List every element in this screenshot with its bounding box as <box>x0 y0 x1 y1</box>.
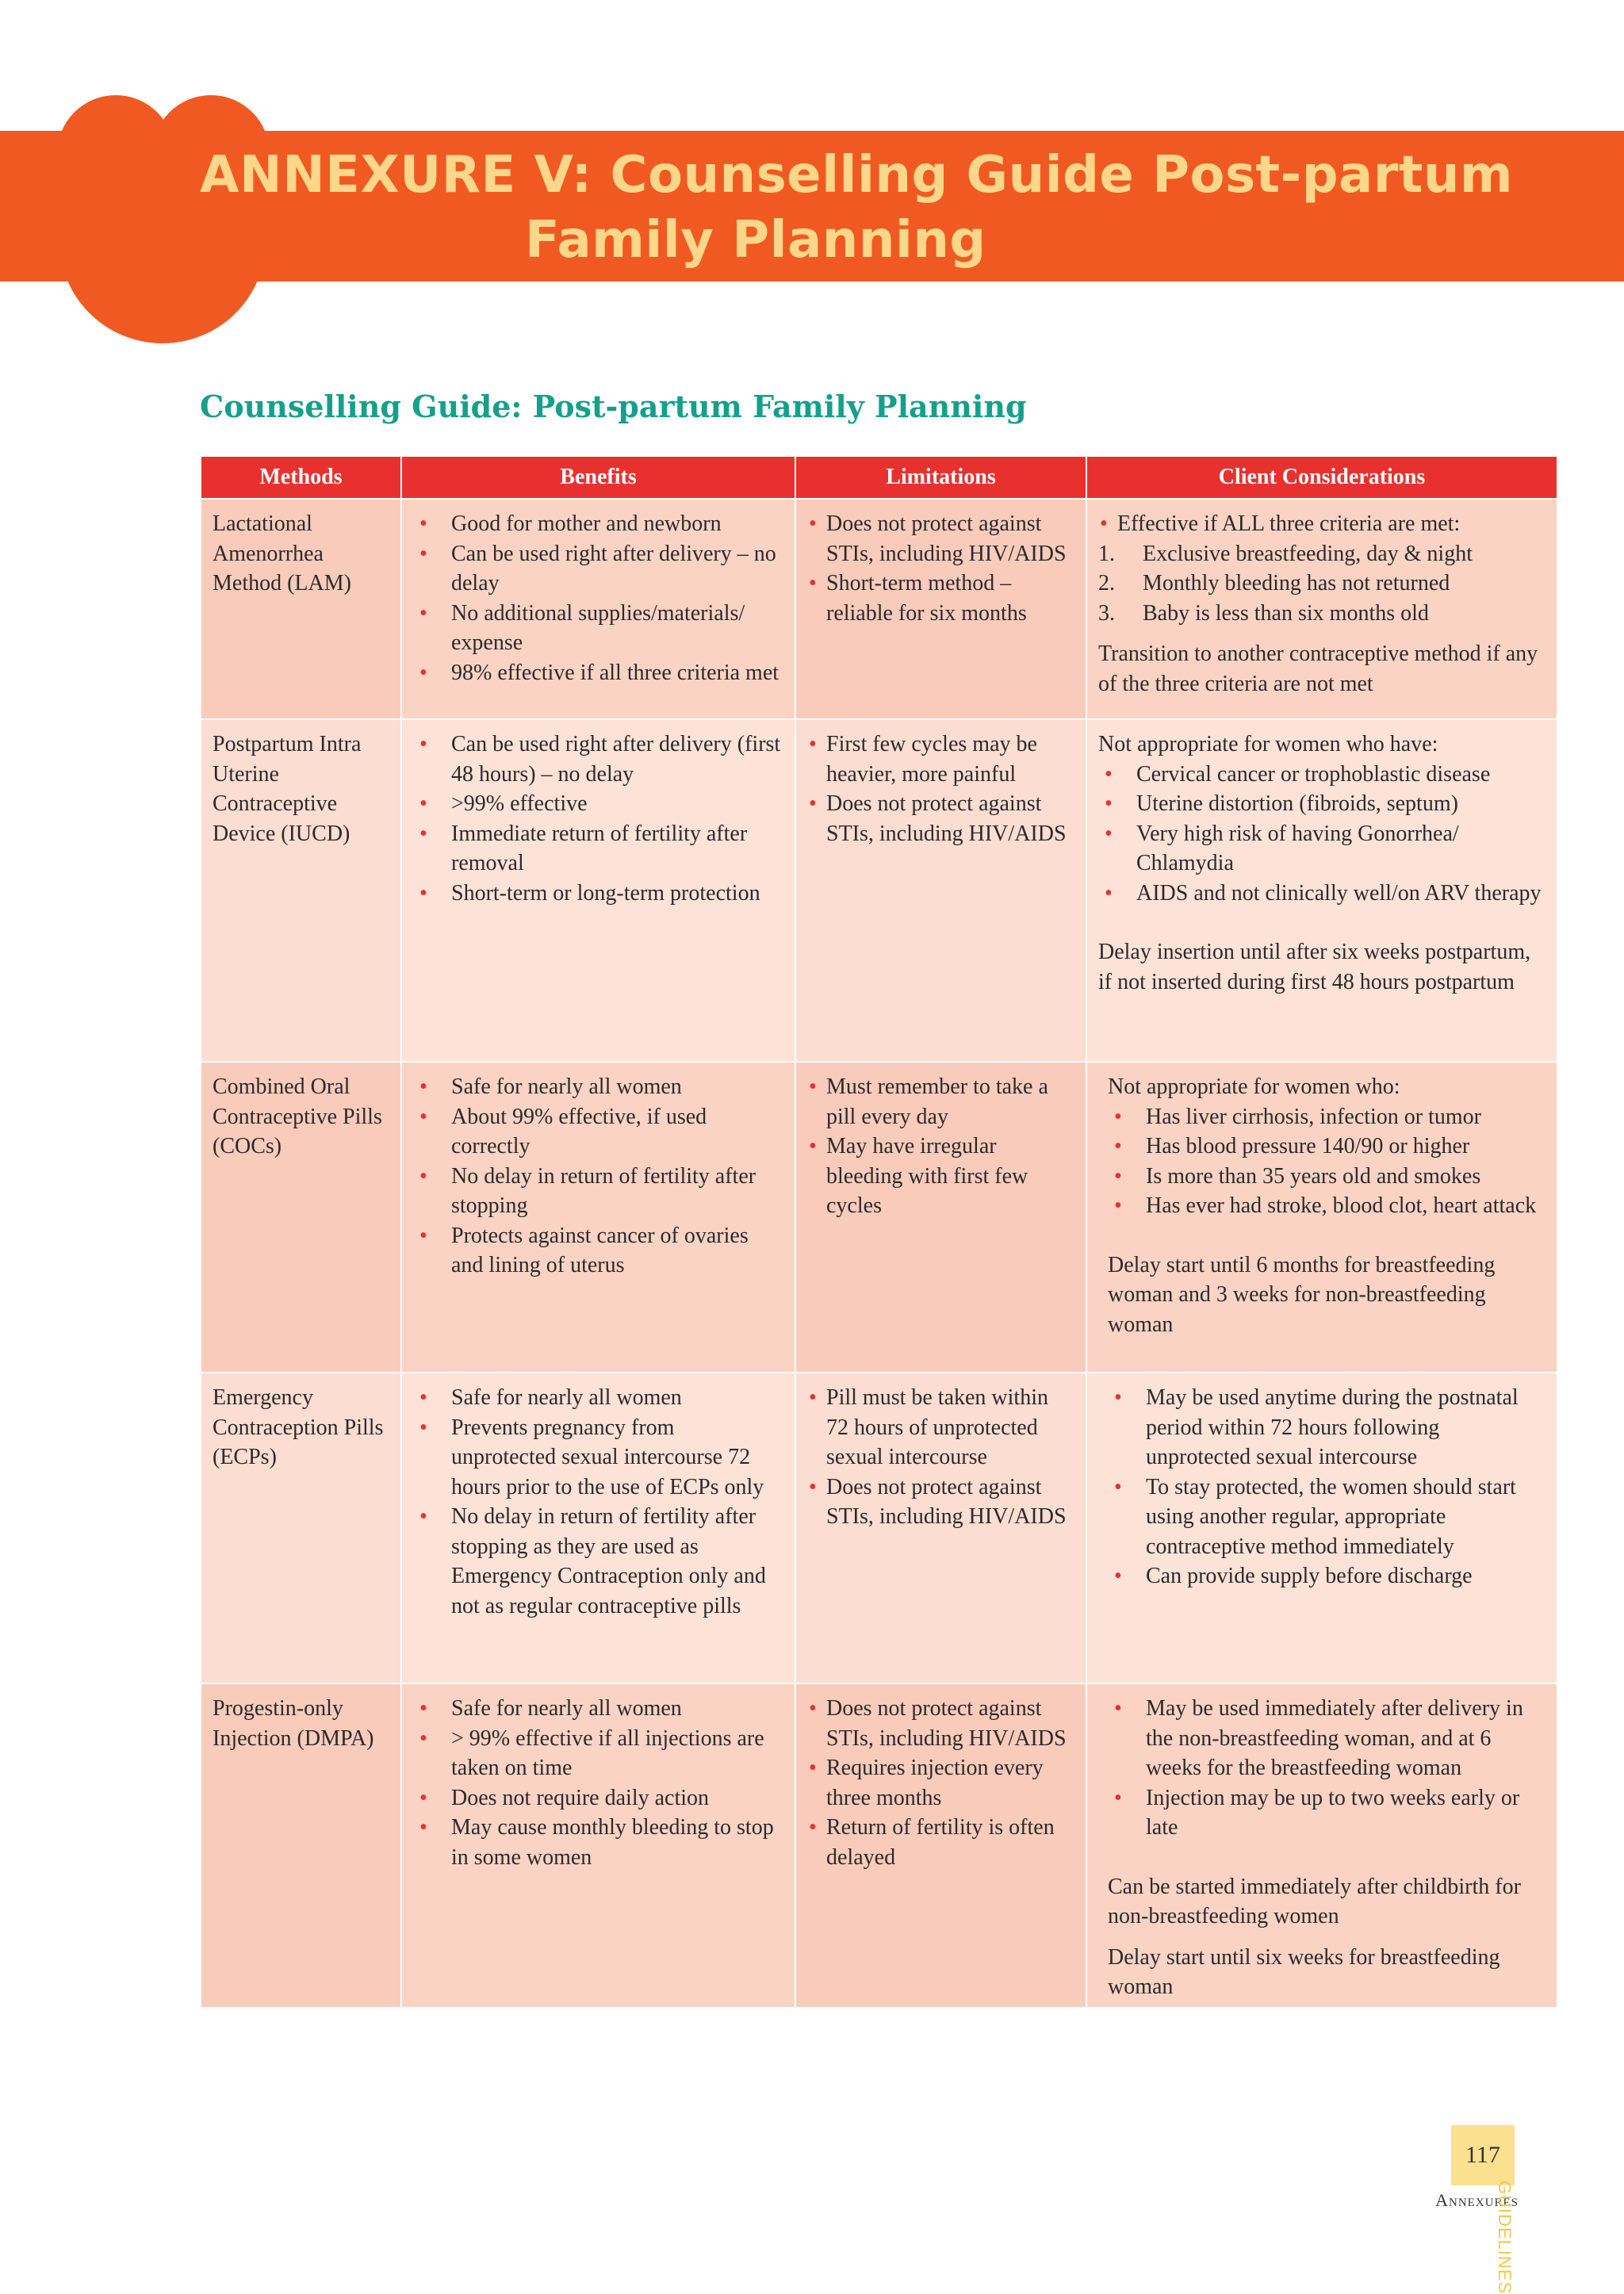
consideration-note: Can be started immediately after childbirth for non-breastfeeding women <box>1108 1874 1521 1928</box>
list-item: • Cervical cancer or trophoblastic disease <box>1098 760 1545 790</box>
method-name: Emergency Contraception Pills (ECPs) <box>213 1385 384 1469</box>
limitations-cell <box>795 499 1086 719</box>
limitations-cell <box>795 1373 1086 1683</box>
list-item: • Does not protect against STIs, including HIV/AIDS <box>807 1473 1074 1532</box>
list-item: • Immediate return of fertility after removal <box>413 819 783 879</box>
list-item: • Can be used right after delivery – no delay <box>413 539 783 599</box>
list-item: • Injection may be up to two weeks early or late <box>1108 1783 1545 1843</box>
table-header-row <box>201 457 1557 499</box>
list-item: • Protects against cancer of ovaries and lining of uterus <box>413 1221 783 1281</box>
list-item: • > 99% effective if all injections are taken on time <box>413 1724 783 1783</box>
column-header-limitations: Limitations <box>795 457 1086 499</box>
list-item: • Safe for nearly all women <box>413 1694 783 1724</box>
list-item: • Does not protect against STIs, including HIV/AIDS <box>807 509 1074 569</box>
list-item: • Can be used right after delivery (first 48 hours) – no delay <box>413 730 783 789</box>
list-item: • May cause monthly bleeding to stop in some women <box>413 1813 783 1872</box>
limitations-cell <box>795 1062 1086 1373</box>
limitations-cell <box>795 719 1086 1062</box>
side-label: GUIDELINES <box>1495 2181 1515 2294</box>
list-item: • Requires injection every three months <box>807 1753 1074 1813</box>
list-item: • Does not require daily action <box>413 1783 783 1813</box>
considerations-cell <box>1086 719 1557 1062</box>
title-line-1: ANNEXURE V: Counselling Guide Post-partum <box>200 146 1514 205</box>
method-cell <box>201 1062 401 1373</box>
list-item: • Prevents pregnancy from unprotected sexual intercourse 72 hours prior to the use of ECPs only <box>413 1413 783 1503</box>
consideration-note: Transition to another contraceptive method if any of the three criteria are not met <box>1098 641 1538 696</box>
footer-section-label: Annexures <box>1435 2190 1519 2210</box>
list-item: • Can provide supply before discharge <box>1108 1561 1545 1591</box>
considerations-cell <box>1086 499 1557 719</box>
list-item: • About 99% effective, if used correctly <box>413 1102 783 1162</box>
list-item: • No additional supplies/materials/ expense <box>413 599 783 658</box>
counselling-table <box>201 457 1557 2007</box>
table-row <box>201 1373 1557 1683</box>
list-item: • Very high risk of having Gonorrhea/ Chlamydia <box>1098 819 1545 879</box>
list-item: • Is more than 35 years old and smokes <box>1108 1162 1545 1192</box>
list-item: • Has liver cirrhosis, infection or tumor <box>1108 1102 1545 1132</box>
limitations-cell <box>795 1683 1086 2007</box>
considerations-cell <box>1086 1062 1557 1373</box>
section-title: Counselling Guide: Post-partum Family Planning <box>200 389 1027 424</box>
considerations-cell <box>1086 1373 1557 1683</box>
list-item: • 98% effective if all three criteria met <box>413 658 783 688</box>
list-item: • Uterine distortion (fibroids, septum) <box>1098 789 1545 819</box>
method-name: Lactational Amenorrhea Method (LAM) <box>213 511 351 596</box>
consideration-intro: Not appropriate for women who: <box>1108 1074 1400 1099</box>
list-item: • No delay in return of fertility after stopping <box>413 1162 783 1221</box>
method-name: Postpartum Intra Uterine Contraceptive Device (IUCD) <box>213 732 362 846</box>
column-header-client-considerations: Client Considerations <box>1086 457 1557 499</box>
list-item: • Has blood pressure 140/90 or higher <box>1108 1132 1545 1162</box>
method-cell <box>201 1683 401 2007</box>
list-item: • Good for mother and newborn <box>413 509 783 539</box>
column-header-benefits: Benefits <box>401 457 795 499</box>
list-item: • May have irregular bleeding with first few cycles <box>807 1132 1074 1221</box>
benefits-cell <box>401 1683 795 2007</box>
list-item: • Does not protect against STIs, including HIV/AIDS <box>807 1694 1074 1753</box>
list-item: • Safe for nearly all women <box>413 1072 783 1102</box>
list-item: • No delay in return of fertility after stopping as they are used as Emergency Contraception only and not as regular contraceptive pills <box>413 1502 783 1621</box>
benefits-cell <box>401 1373 795 1683</box>
benefits-cell <box>401 499 795 719</box>
table-row <box>201 1683 1557 2007</box>
consideration-intro: Not appropriate for women who have: <box>1098 732 1438 756</box>
considerations-cell <box>1086 1683 1557 2007</box>
table-row <box>201 1062 1557 1373</box>
page-title <box>200 143 1548 273</box>
method-cell <box>201 499 401 719</box>
list-item: • >99% effective <box>413 789 783 819</box>
list-item: • Effective if ALL three criteria are met: <box>1098 509 1545 539</box>
list-item: • Short-term method – reliable for six months <box>807 569 1074 628</box>
numbered-item: 1. Exclusive breastfeeding, day & night <box>1098 541 1473 566</box>
benefits-cell <box>401 1062 795 1373</box>
column-header-methods: Methods <box>201 457 401 499</box>
list-item: • May be used anytime during the postnatal period within 72 hours following unprotected sexual intercourse <box>1108 1383 1545 1473</box>
list-item: • Must remember to take a pill every day <box>807 1072 1074 1132</box>
consideration-note: Delay start until 6 months for breastfeeding woman and 3 weeks for non-breastfeeding woman <box>1108 1252 1496 1337</box>
table-row <box>201 499 1557 719</box>
list-item: • Does not protect against STIs, including HIV/AIDS <box>807 789 1074 848</box>
page-number: 117 <box>1465 2142 1500 2168</box>
consideration-note: Delay start until six weeks for breastfeeding woman <box>1108 1944 1500 1999</box>
title-line-2: Family Planning <box>525 211 986 270</box>
benefits-cell <box>401 719 795 1062</box>
list-item: • Pill must be taken within 72 hours of unprotected sexual intercourse <box>807 1383 1074 1473</box>
numbered-item: 3. Baby is less than six months old <box>1098 600 1429 626</box>
list-item: • May be used immediately after delivery in the non-breastfeeding woman, and at 6 weeks for the breastfeeding woman <box>1108 1694 1545 1783</box>
list-item: • Safe for nearly all women <box>413 1383 783 1413</box>
method-cell <box>201 719 401 1062</box>
list-item: • Return of fertility is often delayed <box>807 1813 1074 1872</box>
list-item: • Short-term or long-term protection <box>413 879 783 909</box>
method-cell <box>201 1373 401 1683</box>
list-item: • Has ever had stroke, blood clot, heart attack <box>1108 1191 1545 1221</box>
list-item: • To stay protected, the women should start using another regular, appropriate contraceptive method immediately <box>1108 1473 1545 1562</box>
consideration-note: Delay insertion until after six weeks postpartum, if not inserted during first 48 hours postpartum <box>1098 940 1531 994</box>
numbered-item: 2. Monthly bleeding has not returned <box>1098 571 1450 596</box>
method-name: Combined Oral Contraceptive Pills (COCs) <box>213 1074 382 1158</box>
method-name: Progestin-only Injection (DMPA) <box>213 1696 374 1751</box>
list-item: • First few cycles may be heavier, more painful <box>807 730 1074 789</box>
list-item: • AIDS and not clinically well/on ARV therapy <box>1098 879 1545 909</box>
table-row <box>201 719 1557 1062</box>
